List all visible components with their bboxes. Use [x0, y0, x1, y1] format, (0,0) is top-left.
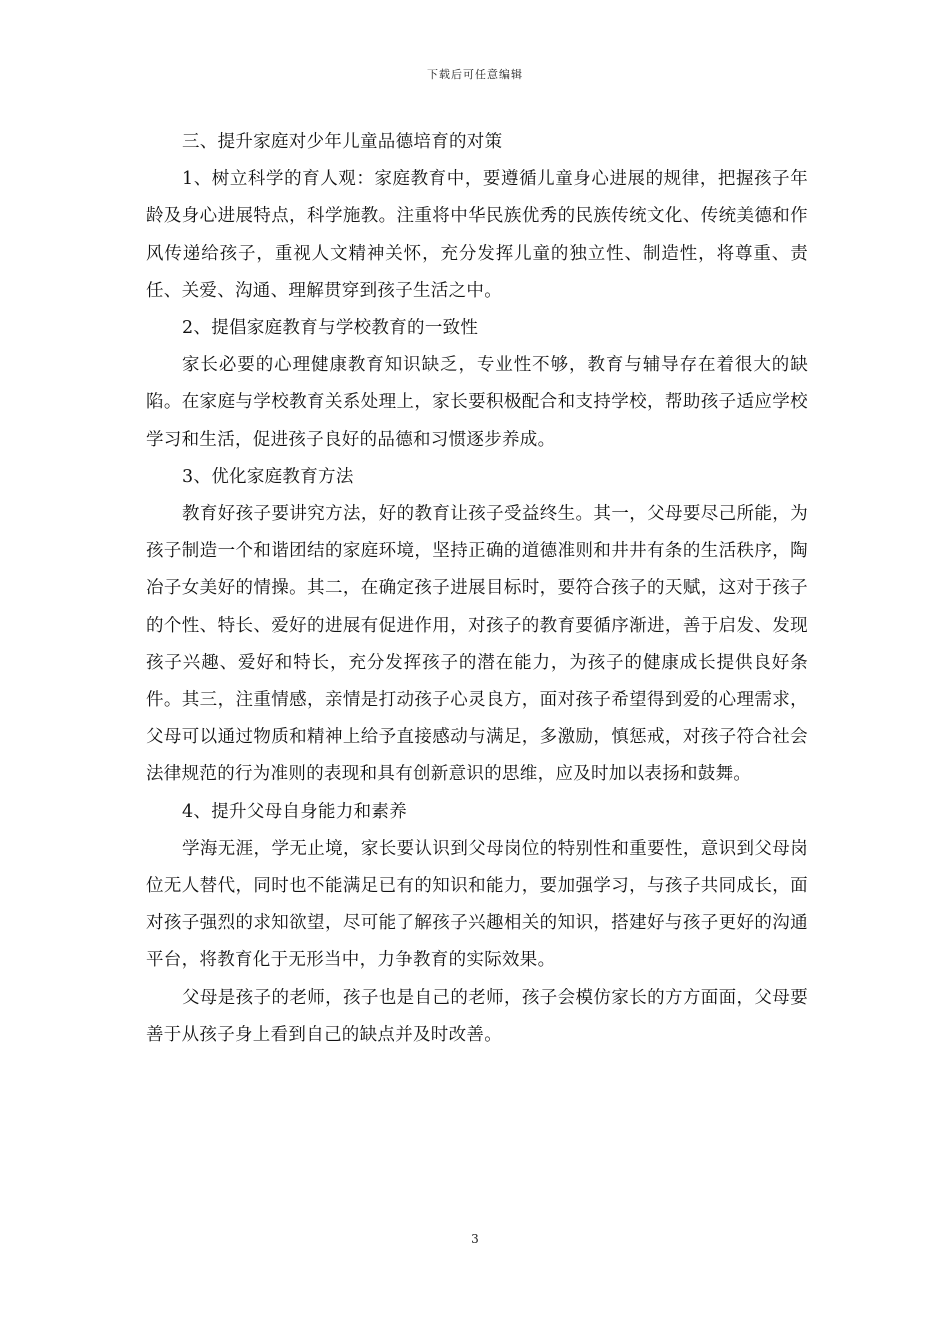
section-heading: 三、提升家庭对少年儿童品德培育的对策: [182, 132, 503, 152]
page-header-note: 下载后可任意编辑: [427, 68, 523, 81]
document-body: [146, 124, 808, 1054]
paragraph-item-3-body: 教育好孩子要讲究方法，好的教育让孩子受益终生。其一，父母要尽己所能，为孩子制造一个和谐团结的家庭环境，坚持正确的道德准则和井井有条的生活秩序，陶冶子女美好的情操。其二，在确定孩子进展目标时，要符合孩子的天赋，这对于孩子的个性、特长、爱好的进展有促进作用，对孩子的教育要循序渐进，善于启发、发现孩子兴趣、爱好和特长，充分发挥孩子的潜在能力，为孩子的健康成长提供良好条件。其三，注重情感，亲情是打动孩子心灵良方，面对孩子希望得到爱的心理需求，父母可以通过物质和精神上给予直接感动与满足，多激励，慎惩戒，对孩子符合社会法律规范的行为准则的表现和具有创新意识的思维，应及时加以表扬和鼓舞。: [146, 504, 808, 785]
paragraph-item-1: 1、树立科学的育人观：家庭教育中，要遵循儿童身心进展的规律，把握孩子年龄及身心进展特点，科学施教。注重将中华民族优秀的民族传统文化、传统美德和作风传递给孩子，重视人文精神关怀，充分发挥儿童的独立性、制造性，将尊重、责任、关爱、沟通、理解贯穿到孩子生活之中。: [146, 169, 808, 301]
subheading-3: 3、优化家庭教育方法: [182, 466, 354, 487]
closing-paragraph: 父母是孩子的老师，孩子也是自己的老师，孩子会模仿家长的方方面面，父母要善于从孩子身上看到自己的缺点并及时改善。: [146, 987, 808, 1045]
page-number: 3: [471, 1232, 479, 1246]
paragraph-item-2-body: 家长必要的心理健康教育知识缺乏，专业性不够，教育与辅导存在着很大的缺陷。在家庭与学校教育关系处理上，家长要积极配合和支持学校，帮助孩子适应学校学习和生活，促进孩子良好的品德和习惯逐步养成。: [146, 355, 808, 450]
paragraph-item-4-body: 学海无涯，学无止境，家长要认识到父母岗位的特别性和重要性，意识到父母岗位无人替代，同时也不能满足已有的知识和能力，要加强学习，与孩子共同成长，面对孩子强烈的求知欲望，尽可能了解孩子兴趣相关的知识，搭建好与孩子更好的沟通平台，将教育化于无形当中，力争教育的实际效果。: [146, 838, 808, 971]
subheading-2: 2、提倡家庭教育与学校教育的一致性: [182, 318, 479, 339]
subheading-4: 4、提升父母自身能力和素养: [182, 801, 408, 822]
